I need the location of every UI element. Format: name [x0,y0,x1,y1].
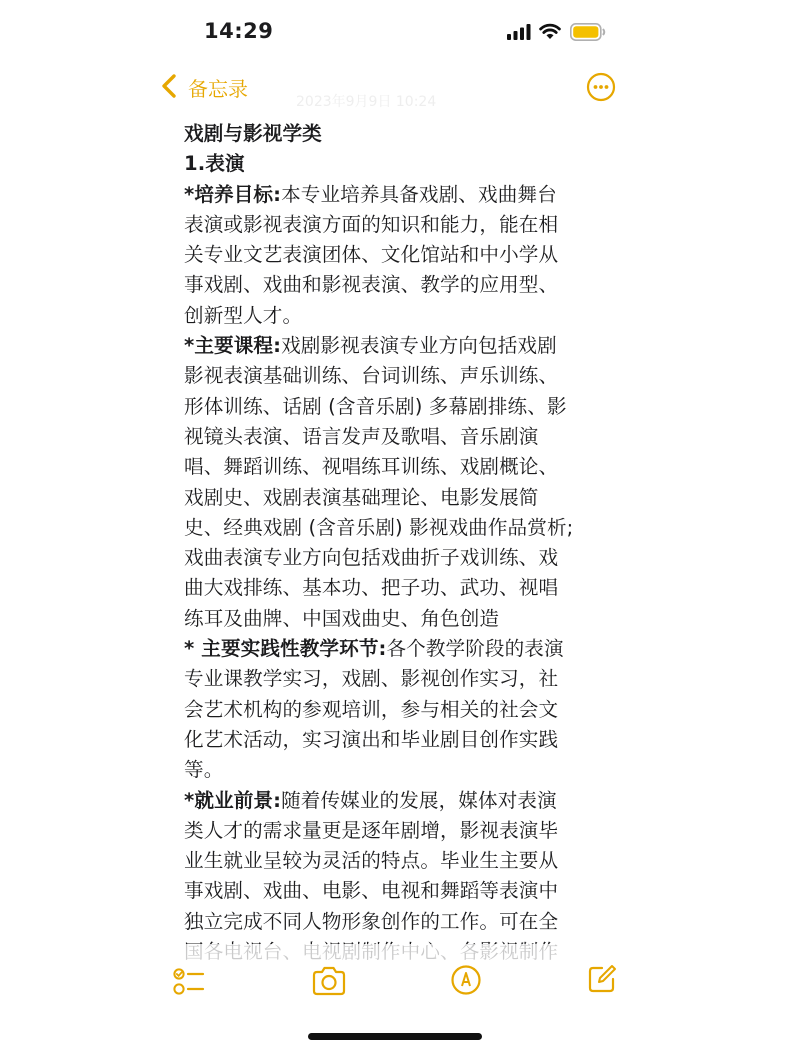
note-body-text: 本专业培养具备戏剧、戏曲舞台 [281,182,557,206]
note-line [184,513,604,543]
ellipsis-circle-icon[interactable] [586,72,616,102]
note-body-text: 专业课教学实习，戏剧、影视创作实习，社 [184,667,559,691]
note-line [184,149,604,179]
note-line [184,301,604,331]
note-line [184,270,604,300]
note-body-text: 关专业文艺表演团体、文化馆站和中小学从 [184,243,559,267]
note-body-text: 视镜头表演、语言发声及歌唱、音乐剧演 [184,424,539,448]
note-body-text: 事戏剧、戏曲、电影、电视和舞蹈等表演中 [184,879,559,903]
note-body-text: 形体训练、话剧 (含音乐剧) 多幕剧排练、影 [184,394,567,418]
note-line [184,695,604,725]
note-line [184,392,604,422]
note-body-text: 练耳及曲牌、中国戏曲史、角色创造 [184,606,500,630]
note-body-text: 会艺术机构的参观培训，参与相关的社会文 [184,697,559,721]
note-line [184,664,604,694]
note-body-text: 化艺术活动，实习演出和毕业剧目创作实践 [184,727,559,751]
note-line [184,240,604,270]
note-line [184,119,604,149]
compose-icon[interactable] [586,963,618,995]
note-line [184,725,604,755]
note-body[interactable] [184,119,604,949]
note-line [184,604,604,634]
note-line [184,452,604,482]
note-line [184,573,604,603]
note-body-text: 随着传媒业的发展，媒体对表演 [281,788,557,812]
note-line [184,907,604,937]
note-line [184,422,604,452]
wifi-icon [539,22,561,40]
note-body-text: 唱、舞蹈训练、视唱练耳训练、戏剧概论、 [184,455,559,479]
note-line [184,816,604,846]
note-line [184,210,604,240]
note-body-text: 史、经典戏剧 (含音乐剧) 影视戏曲作品赏析; [184,515,574,539]
note-line [184,876,604,906]
status-bar [0,0,788,64]
note-heading-text: * 主要实践性教学环节: [184,637,387,661]
note-body-text: 独立完成不同人物形象创作的工作。可在全 [184,909,559,933]
note-body-text: 各个教学阶段的表演 [386,637,564,661]
note-heading-text: *就业前景: [184,788,282,812]
note-body-text: 影视表演基础训练、台词训练、声乐训练、 [184,364,559,388]
note-line [184,180,604,210]
note-heading-text: *主要课程: [184,334,282,358]
note-body-text: 戏剧影视表演专业方向包括戏剧 [281,334,557,358]
battery-icon [570,23,606,41]
note-body-text: 表演或影视表演方面的知识和能力，能在相 [184,212,559,236]
note-line [184,483,604,513]
note-line [184,361,604,391]
note-body-text: 类人才的需求量更是逐年剧增，影视表演毕 [184,818,559,842]
back-label[interactable]: 备忘录 [188,77,248,101]
chevron-left-icon[interactable] [160,73,178,99]
home-indicator[interactable] [308,1033,482,1040]
note-body-text: 事戏剧、戏曲和影视表演、教学的应用型、 [184,273,559,297]
note-line [184,634,604,664]
note-heading-text: 戏剧与影视学类 [184,122,322,145]
note-body-text: 戏曲表演专业方向包括戏曲折子戏训练、戏 [184,546,559,570]
note-line [184,331,604,361]
note-line [184,543,604,573]
markup-pen-icon[interactable] [450,964,482,996]
note-line [184,786,604,816]
note-line [184,755,604,785]
status-time: 14:29 [204,19,274,43]
note-body-text: 创新型人才。 [184,303,303,327]
navigation-bar [0,64,788,114]
checklist-icon[interactable] [172,965,206,999]
cellular-signal-icon [507,24,531,40]
camera-icon[interactable] [311,965,347,997]
note-date: 2023年9月9日 10:24 [296,94,437,110]
note-heading-text: 1.表演 [184,152,245,176]
note-body-text: 戏剧史、戏剧表演基础理论、电影发展简 [184,485,539,509]
note-heading-text: *培养目标: [184,182,282,206]
bottom-toolbar [0,955,788,1015]
note-body-text: 曲大戏排练、基本功、把子功、武功、视唱 [184,576,559,600]
note-body-text: 等。 [184,758,224,782]
note-body-text: 业生就业呈较为灵活的特点。毕业生主要从 [184,849,559,873]
note-line [184,846,604,876]
